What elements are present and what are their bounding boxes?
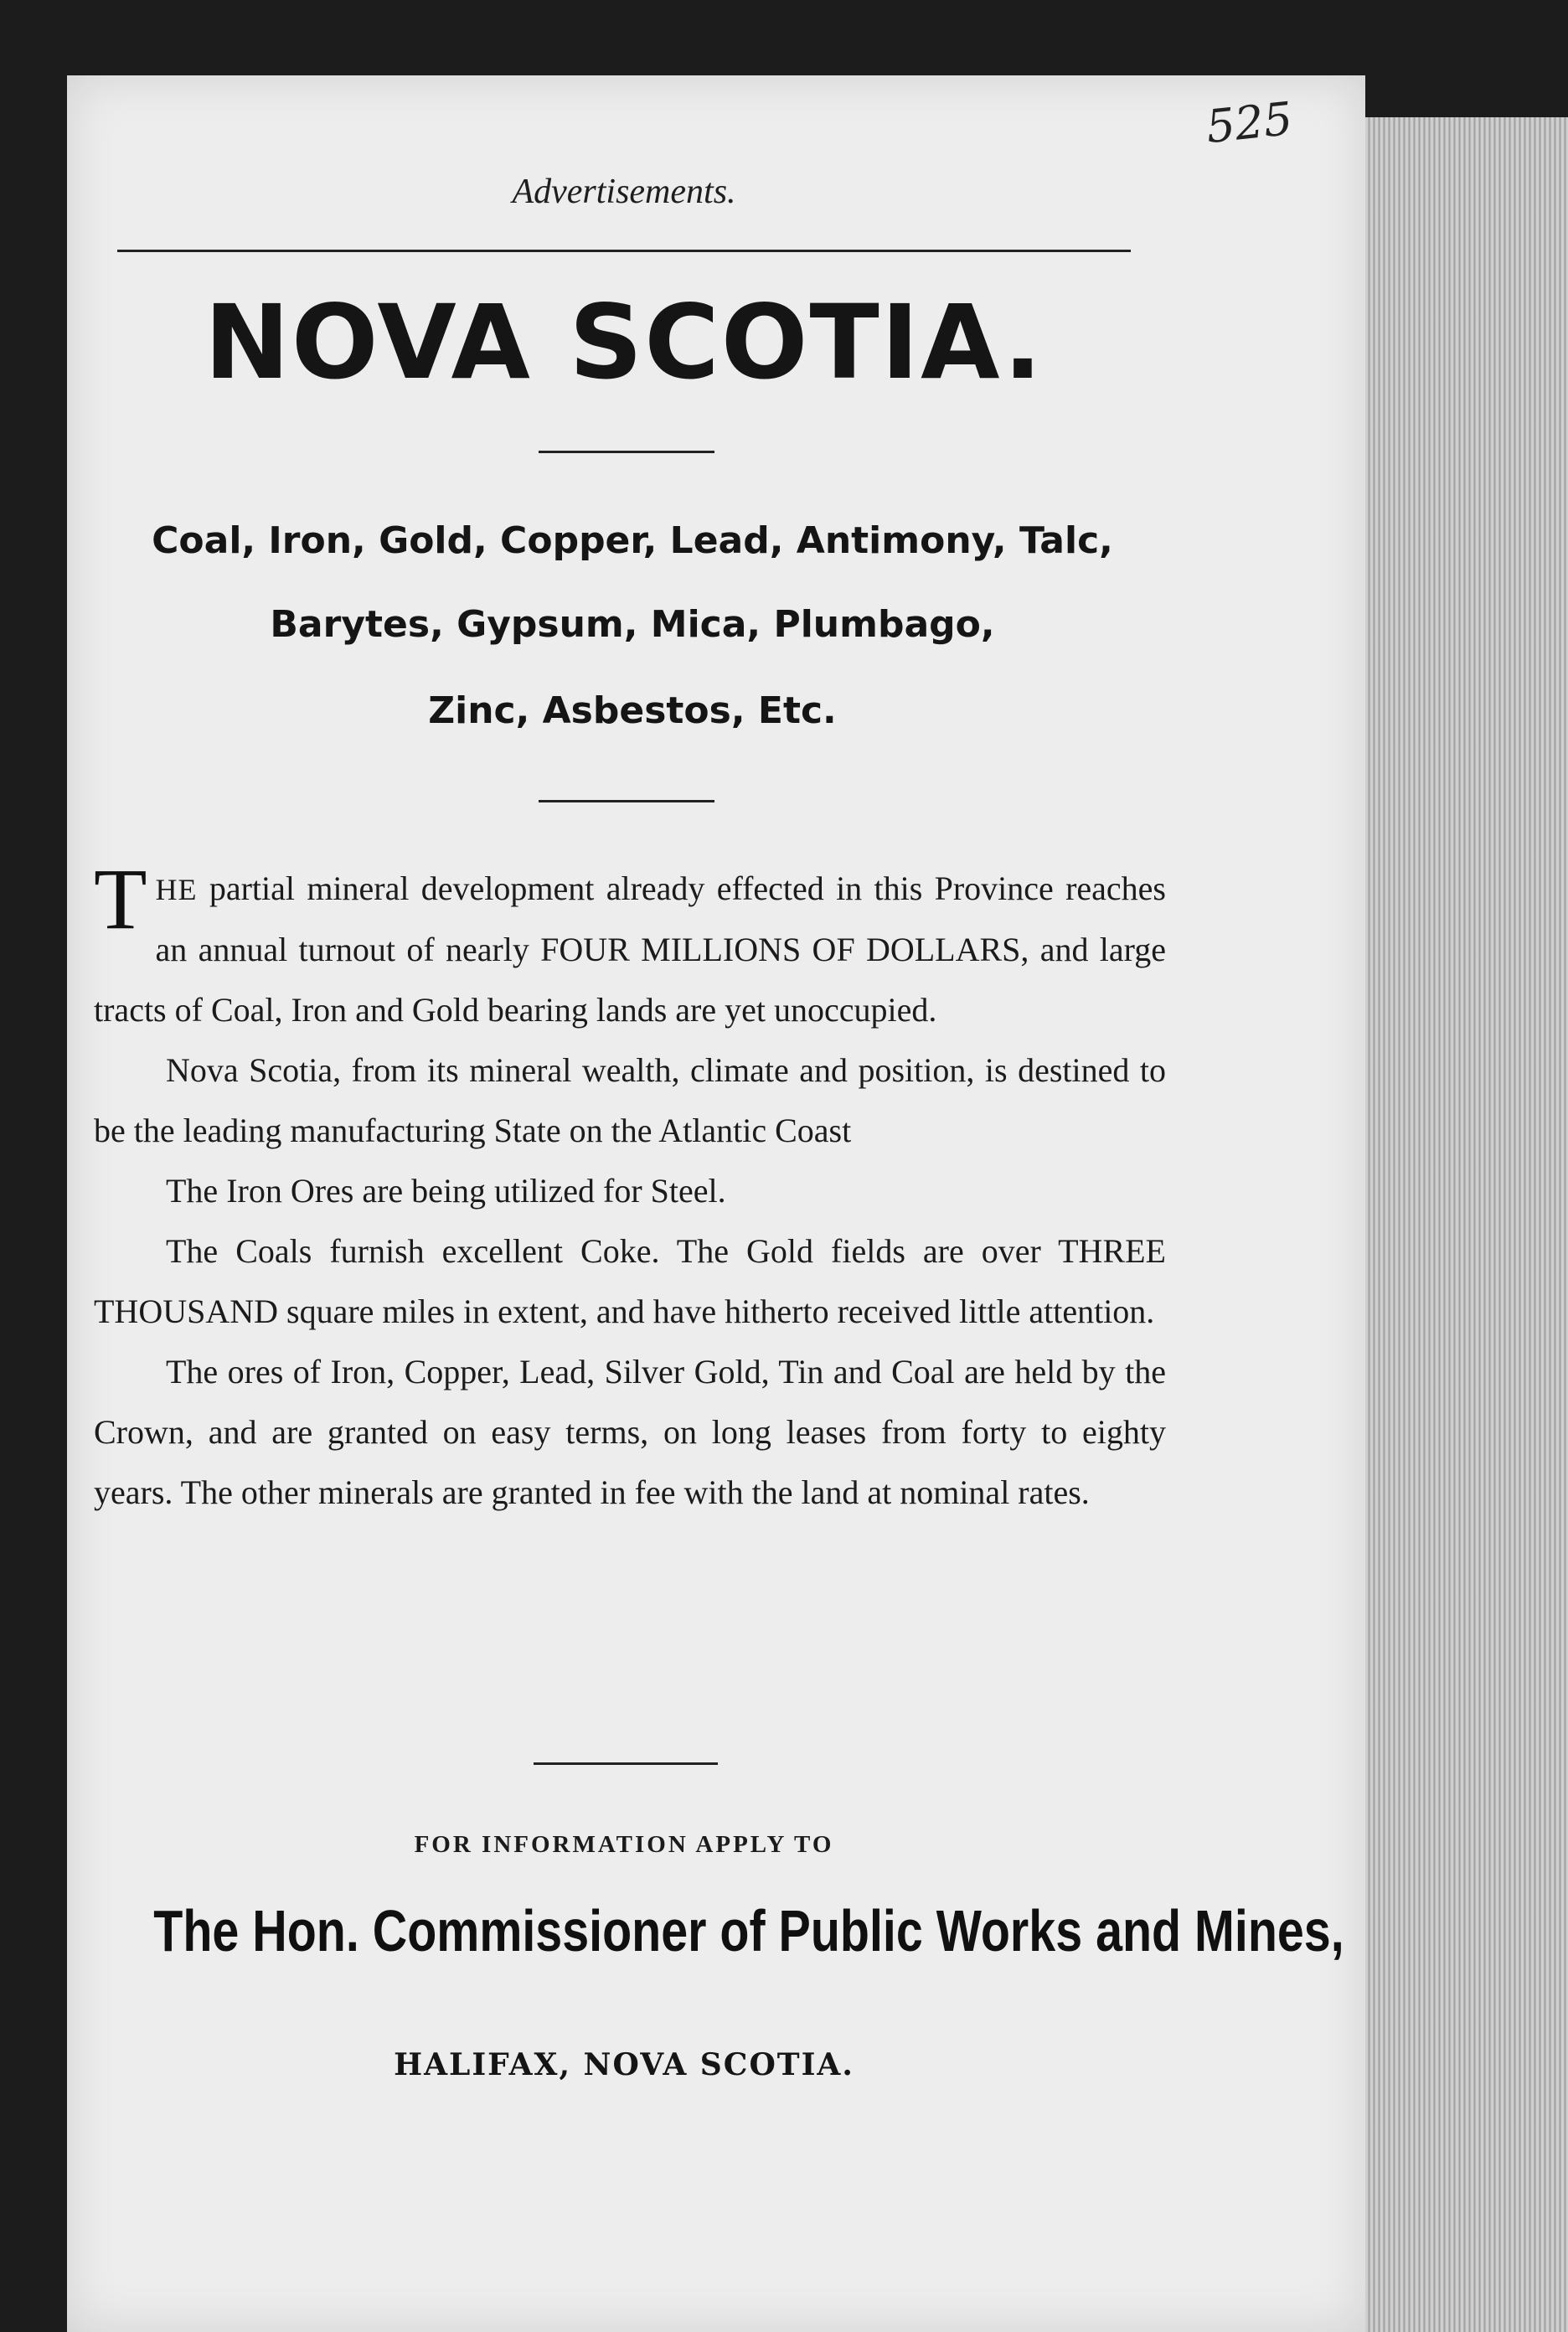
- paragraph-2: Nova Scotia, from its mineral wealth, climate and position, is destined to be the leading manufacturing State on the Atlantic Coast: [94, 1051, 1166, 1149]
- book-page-edges: [1365, 117, 1568, 2332]
- handwritten-page-number: 525: [1203, 91, 1296, 154]
- minerals-line-1: Coal, Iron, Gold, Copper, Lead, Antimony, Talc,: [152, 519, 1113, 562]
- minerals-line-2: Barytes, Gypsum, Mica, Plumbago,: [270, 603, 995, 646]
- paragraph-1: [94, 851, 1166, 1040]
- paragraph-5: The ores of Iron, Copper, Lead, Silver Gold, Tin and Coal are held by the Crown, and are granted on easy terms, on long leases from forty to eighty years. The other minerals are granted in fee with the land at nominal rates.: [94, 1353, 1166, 1511]
- drop-cap: T: [94, 851, 147, 947]
- page-title: NOVA SCOTIA.: [204, 283, 1044, 402]
- divider-rule: [539, 451, 714, 453]
- running-head: Advertisements.: [512, 173, 736, 211]
- paragraph-4: The Coals furnish excellent Coke. The Gold fields are over THREE THOUSAND square miles in extent, and have hitherto received little attention.: [94, 1232, 1166, 1330]
- paragraph-1-text: partial mineral development already effected in this Province reaches an annual turnout of nearly FOUR MILLIONS OF DOLLARS, and large tracts of Coal, Iron and Gold bearing lands are yet unoccupied.: [94, 869, 1166, 1029]
- body-text: [94, 851, 1166, 1523]
- paragraph-3: The Iron Ores are being utilized for Steel.: [166, 1172, 726, 1210]
- divider-rule: [539, 800, 714, 802]
- commissioner-heading: The Hon. Commissioner of Public Works and Mines,: [153, 1898, 1344, 1963]
- apply-line: FOR INFORMATION APPLY TO: [414, 1831, 834, 1858]
- header-rule: [117, 250, 1131, 252]
- minerals-line-3: Zinc, Asbestos, Etc.: [428, 689, 837, 732]
- address-line: HALIFAX, NOVA SCOTIA.: [394, 2047, 854, 2082]
- divider-rule: [534, 1762, 718, 1765]
- paragraph-lead: HE: [155, 873, 198, 906]
